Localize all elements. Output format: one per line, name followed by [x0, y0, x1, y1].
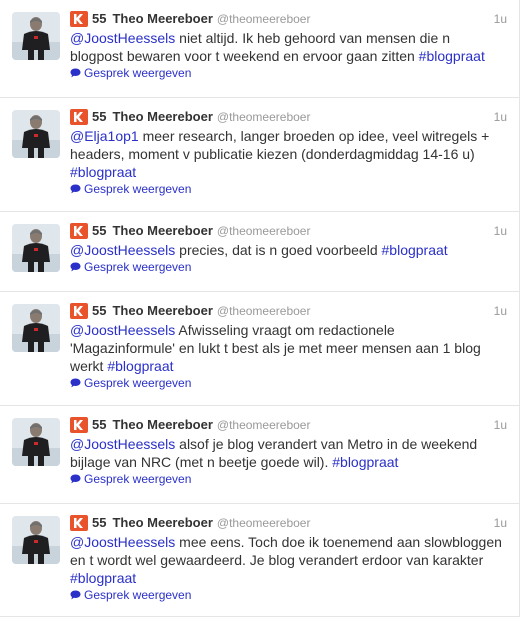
tweet-text-line	[70, 569, 507, 587]
hashtag-link[interactable]: #blogpraat	[70, 164, 137, 180]
author-username[interactable]: @theomeereboer	[216, 418, 311, 432]
tweet-item[interactable]	[0, 504, 520, 617]
tweet-text-segment: niet altijd. Ik heb gehoord van mensen die n	[175, 30, 451, 46]
tweet-text-segment: precies, dat is n goed voorbeeld	[175, 242, 382, 258]
tweet-header	[70, 302, 507, 320]
tweet-text-line	[70, 163, 507, 181]
tweet-content	[70, 10, 507, 81]
tweet-timestamp[interactable]: 1u	[493, 418, 507, 432]
tweet-text-segment: alsof je blog verandert van Metro in de weekend	[175, 436, 478, 452]
speech-bubble-icon	[70, 262, 81, 272]
tweet-text	[70, 127, 507, 181]
tweet-text-line	[70, 435, 507, 453]
tweet-item[interactable]	[0, 212, 520, 292]
view-conversation-link[interactable]	[70, 259, 507, 275]
tweet-text-segment: blogpost bewaren voor t weekend en ervoor gaan zitten	[70, 48, 419, 64]
view-conversation-link[interactable]	[70, 375, 507, 391]
author-username[interactable]: @theomeereboer	[216, 12, 311, 26]
tweet-timestamp[interactable]: 1u	[493, 224, 507, 238]
tweet-text-segment: meer research, langer broeden op idee, veel witregels +	[138, 128, 490, 144]
tweet-text-segment: Afwisseling vraagt om redactionele	[175, 322, 395, 338]
tweet-text-line	[70, 357, 507, 375]
tweet-text-segment: en t wordt wel gewaardeerd. Je blog verandert erdoor van karakter	[70, 552, 484, 568]
speech-bubble-icon	[70, 68, 81, 78]
klout-score: 55	[92, 515, 107, 530]
speech-bubble-icon	[70, 590, 81, 600]
tweet-content	[70, 416, 507, 487]
author-username[interactable]: @theomeereboer	[216, 110, 311, 124]
tweet-text-segment: headers, moment v publicatie kiezen (donderdagmiddag 14-16 u)	[70, 146, 475, 162]
speech-bubble-icon	[70, 184, 81, 194]
klout-logo-icon	[70, 303, 88, 319]
klout-score: 55	[92, 109, 107, 124]
view-conversation-label: Gesprek weergeven	[84, 588, 192, 602]
tweet-text-line	[70, 29, 507, 47]
author-username[interactable]: @theomeereboer	[216, 304, 311, 318]
author-name[interactable]: Theo Meereboer	[112, 11, 213, 26]
tweet-text-segment: 'Magazinformule' en lukt t best als je met meer mensen aan 1 blog	[70, 340, 481, 356]
view-conversation-link[interactable]	[70, 65, 507, 81]
view-conversation-link[interactable]	[70, 471, 507, 487]
author-username[interactable]: @theomeereboer	[216, 516, 311, 530]
mention-link[interactable]: @JoostHeessels	[70, 534, 176, 550]
klout-logo-icon	[70, 109, 88, 125]
author-name[interactable]: Theo Meereboer	[112, 417, 213, 432]
tweet-header	[70, 108, 507, 126]
tweet-text-line	[70, 321, 507, 339]
tweet-text-segment: mee eens. Toch doe ik toenemend aan slowbloggen	[175, 534, 502, 550]
author-username[interactable]: @theomeereboer	[216, 224, 311, 238]
tweet-text	[70, 435, 507, 471]
tweet-text-line	[70, 453, 507, 471]
view-conversation-link[interactable]	[70, 181, 507, 197]
klout-logo-icon	[70, 417, 88, 433]
klout-logo-icon	[70, 223, 88, 239]
tweet-item[interactable]	[0, 0, 520, 98]
avatar[interactable]	[12, 418, 60, 466]
hashtag-link[interactable]: #blogpraat	[70, 570, 137, 586]
tweet-content	[70, 222, 507, 275]
klout-score: 55	[92, 223, 107, 238]
view-conversation-label: Gesprek weergeven	[84, 376, 192, 390]
mention-link[interactable]: @JoostHeessels	[70, 322, 176, 338]
klout-logo-icon	[70, 515, 88, 531]
tweet-header	[70, 416, 507, 434]
tweet-text-line	[70, 145, 507, 163]
author-name[interactable]: Theo Meereboer	[112, 303, 213, 318]
tweet-timestamp[interactable]: 1u	[493, 304, 507, 318]
tweet-text-line	[70, 127, 507, 145]
tweet-content	[70, 514, 507, 603]
tweet-timestamp[interactable]: 1u	[493, 110, 507, 124]
author-name[interactable]: Theo Meereboer	[112, 109, 213, 124]
tweet-text-line	[70, 533, 507, 551]
tweet-header	[70, 222, 507, 240]
avatar[interactable]	[12, 110, 60, 158]
tweet-content	[70, 108, 507, 197]
avatar[interactable]	[12, 12, 60, 60]
tweet-text	[70, 321, 507, 375]
tweet-text	[70, 241, 507, 259]
mention-link[interactable]: @Elja1op1	[70, 128, 139, 144]
mention-link[interactable]: @JoostHeessels	[70, 436, 176, 452]
klout-logo-icon	[70, 11, 88, 27]
hashtag-link[interactable]: #blogpraat	[418, 48, 485, 64]
tweet-content	[70, 302, 507, 391]
avatar[interactable]	[12, 224, 60, 272]
tweet-item[interactable]	[0, 292, 520, 406]
mention-link[interactable]: @JoostHeessels	[70, 30, 176, 46]
klout-score: 55	[92, 417, 107, 432]
author-name[interactable]: Theo Meereboer	[112, 223, 213, 238]
author-name[interactable]: Theo Meereboer	[112, 515, 213, 530]
mention-link[interactable]: @JoostHeessels	[70, 242, 176, 258]
hashtag-link[interactable]: #blogpraat	[107, 358, 174, 374]
avatar[interactable]	[12, 516, 60, 564]
tweet-header	[70, 514, 507, 532]
tweet-text	[70, 533, 507, 587]
klout-score: 55	[92, 303, 107, 318]
speech-bubble-icon	[70, 378, 81, 388]
view-conversation-label: Gesprek weergeven	[84, 260, 192, 274]
tweet-timestamp[interactable]: 1u	[493, 516, 507, 530]
tweet-timestamp[interactable]: 1u	[493, 12, 507, 26]
view-conversation-label: Gesprek weergeven	[84, 472, 192, 486]
tweet-text-line	[70, 551, 507, 569]
tweet-text	[70, 29, 507, 65]
view-conversation-link[interactable]	[70, 587, 507, 603]
tweet-text-line	[70, 241, 507, 259]
tweet-item[interactable]	[0, 98, 520, 212]
tweet-text-line	[70, 47, 507, 65]
tweet-item[interactable]	[0, 406, 520, 504]
tweet-header	[70, 10, 507, 28]
hashtag-link[interactable]: #blogpraat	[381, 242, 448, 258]
view-conversation-label: Gesprek weergeven	[84, 182, 192, 196]
avatar[interactable]	[12, 304, 60, 352]
speech-bubble-icon	[70, 474, 81, 484]
hashtag-link[interactable]: #blogpraat	[332, 454, 399, 470]
tweet-text-segment: werkt	[70, 358, 108, 374]
tweet-text-line	[70, 339, 507, 357]
klout-score: 55	[92, 11, 107, 26]
tweet-text-segment: bijlage van NRC (met n beetje goede wil).	[70, 454, 333, 470]
view-conversation-label: Gesprek weergeven	[84, 66, 192, 80]
